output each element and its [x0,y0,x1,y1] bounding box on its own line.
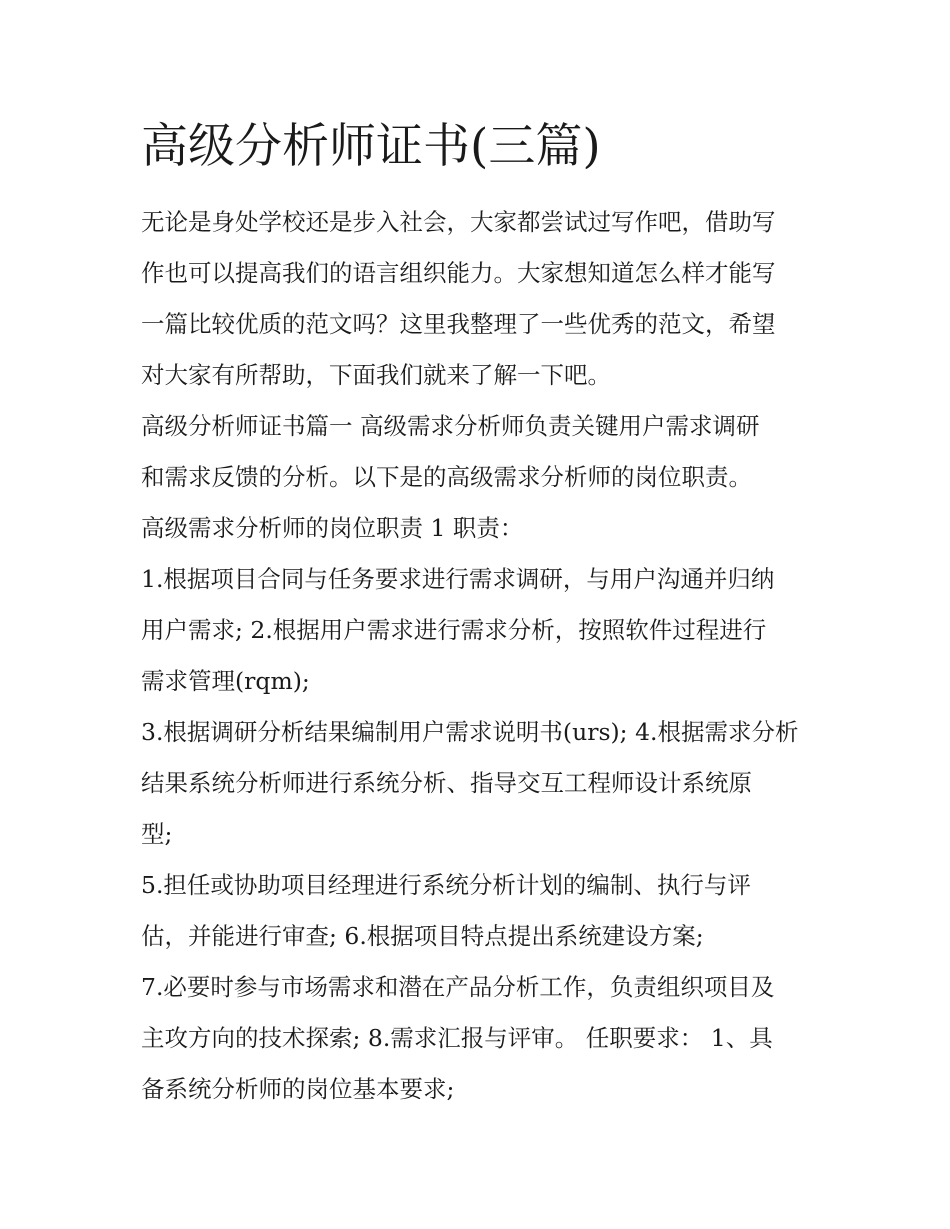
body-line: 7.必要时参与市场需求和潜在产品分析工作，负责组织项目及 [141,973,775,1001]
body-line: 1.根据项目合同与任务要求进行需求调研，与用户沟通并归纳 [141,565,775,593]
document-title: 高级分析师证书(三篇) [141,119,601,174]
body-line: 高级需求分析师的岗位职责 1 职责： [141,514,524,542]
body-line: 高级分析师证书篇一 高级需求分析师负责关键用户需求调研 [141,412,760,440]
body-line: 备系统分析师的岗位基本要求; [141,1075,455,1103]
body-line: 一篇比较优质的范文吗？这里我整理了一些优秀的范文，希望 [141,310,776,338]
body-line: 估，并能进行审查; 6.根据项目特点提出系统建设方案; [141,922,704,950]
body-line: 无论是身处学校还是步入社会，大家都尝试过写作吧，借助写 [141,208,776,236]
body-line: 5.担任或协助项目经理进行系统分析计划的编制、执行与评 [141,871,751,899]
body-line: 和需求反馈的分析。以下是的高级需求分析师的岗位职责。 [141,463,752,491]
body-line: 型; [141,820,173,848]
body-line: 主攻方向的技术探索; 8.需求汇报与评审。 任职要求： 1、具 [141,1024,773,1052]
body-line: 作也可以提高我们的语言组织能力。大家想知道怎么样才能写 [141,259,776,287]
body-line: 结果系统分析师进行系统分析、指导交互工程师设计系统原 [141,769,752,797]
body-line: 需求管理(rqm); [141,667,310,695]
body-line: 3.根据调研分析结果编制用户需求说明书(urs); 4.根据需求分析 [141,718,799,746]
document-body [141,197,817,1115]
body-line: 对大家有所帮助，下面我们就来了解一下吧。 [141,361,611,389]
body-line: 用户需求; 2.根据用户需求进行需求分析，按照软件过程进行 [141,616,767,644]
